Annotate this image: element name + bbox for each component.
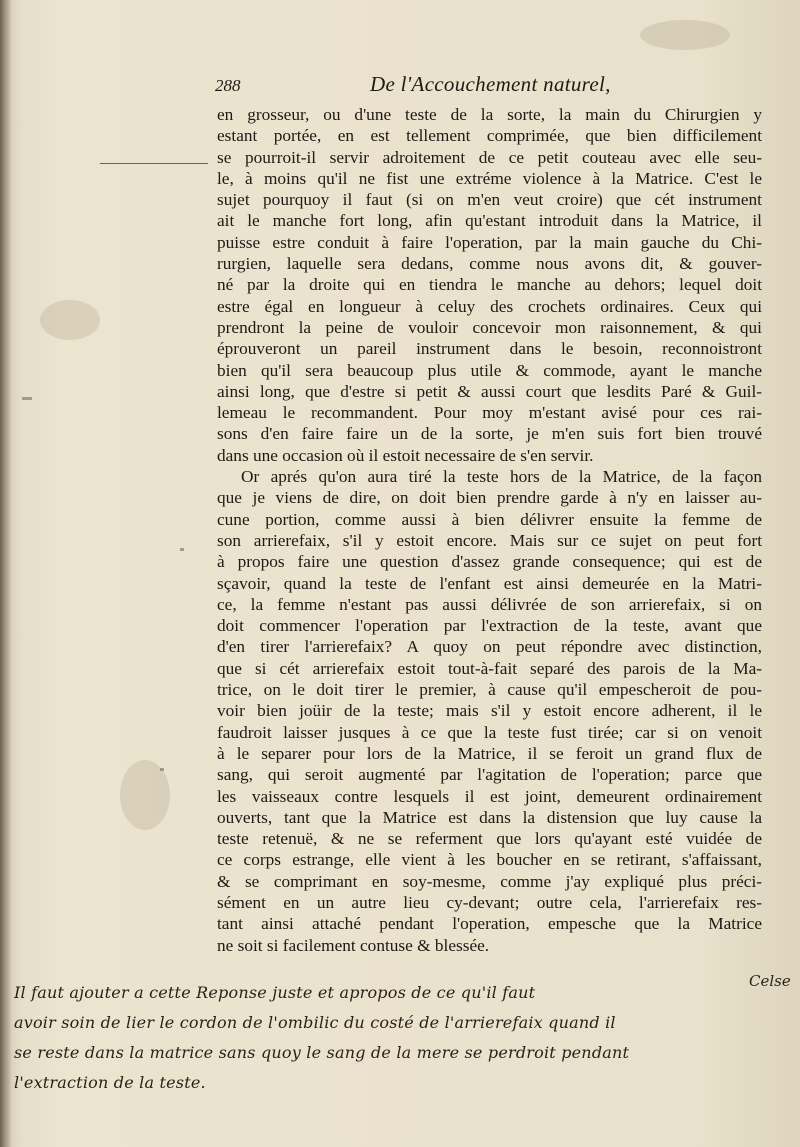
handwritten-note xyxy=(14,978,784,1098)
margin-mark xyxy=(22,397,32,400)
text-line: sons d'en faire faire un de la sorte, je m'en suis fort bien trouvé xyxy=(217,424,762,444)
text-line: ce, la femme n'estant pas aussi délivrée de son arrierefaix, si on xyxy=(217,594,762,614)
handwritten-line: se reste dans la matrice sans quoy le sang de la mere se perdroit pendant xyxy=(14,1043,630,1062)
handwritten-line: avoir soin de lier le cordon de l'ombilic du costé de l'arrierefaix quand il xyxy=(14,1013,616,1032)
text-line: son arrierefaix, s'il y estoit encore. Mais sur ce sujet on peut fort xyxy=(217,530,762,550)
text-line: prendront la peine de vouloir concevoir mon raisonnement, & qui xyxy=(217,317,762,337)
text-line: lemeau le recommandent. Pour moy m'estant avisé pour ces rai- xyxy=(217,403,762,423)
handwritten-line: Il faut ajouter a cette Reponse juste et apropos de ce qu'il faut xyxy=(14,983,536,1002)
text-line: les vaisseaux contre lesquels il est joint, demeurent ordinairement xyxy=(217,786,762,806)
text-line: teste retenuë, & ne se referment que lors qu'ayant esté vuidée de xyxy=(217,829,762,849)
text-line: ait le manche fort long, afin qu'estant introduit dans la Matrice, il xyxy=(217,211,762,231)
text-line: tant ainsi attaché pendant l'operation, empesche que la Matrice xyxy=(217,914,762,934)
text-line: doit commencer l'operation par l'extraction de la teste, avant que xyxy=(217,616,762,636)
text-line: rurgien, laquelle sera dedans, comme nous avons dit, & gouver- xyxy=(217,254,762,274)
text-line: voir bien joüir de la teste; mais s'il y estoit encore adherent, il le xyxy=(217,701,762,721)
page-number: 288 xyxy=(215,76,241,95)
text-line: sçavoir, quand la teste de l'enfant est ainsi demeurée en la Matri- xyxy=(217,573,762,593)
page-header xyxy=(215,72,775,100)
paper-stain xyxy=(640,20,730,50)
text-line: trice, on le doit tirer le premier, à cause qu'il empescheroit de pou- xyxy=(217,680,762,700)
paragraph-start-line: Or aprés qu'on aura tiré la teste hors de la Matrice, de la façon xyxy=(241,467,762,487)
text-line: en grosseur, ou d'une teste de la sorte, la main du Chirurgien y xyxy=(217,105,762,124)
text-line: se pourroit-il servir adroitement de ce petit couteau avec elle seu- xyxy=(217,147,762,167)
text-line: le, à moins qu'il ne fist une extréme violence à la Matrice. C'est le xyxy=(217,168,762,188)
text-line: estant portée, en est tellement comprimée, que bien difficilement xyxy=(217,126,762,146)
text-line: que si cét arrierefaix estoit tout-à-fait separé des parois de la Ma- xyxy=(217,658,762,678)
text-line: puisse estre conduit à faire l'operation, par la main gauche du Chi- xyxy=(217,232,762,252)
text-line: sujet pourquoy il faut (si on m'en veut croire) que cét instrument xyxy=(217,190,762,210)
text-line: ouverts, tant que la Matrice est dans la distension que luy cause la xyxy=(217,807,762,827)
text-line: d'en tirer l'arrierefaix? A quoy on peut répondre avec distinction, xyxy=(217,637,762,657)
gutter-shadow xyxy=(0,0,12,1147)
text-line: que je viens de dire, on doit bien prendre garde à n'y en laisser au- xyxy=(217,488,762,508)
text-line: sément en un autre lieu cy-devant; outre cela, l'arrierefaix res- xyxy=(217,892,762,912)
running-title: De l'Accouchement naturel, xyxy=(370,72,611,96)
text-line: ainsi long, que d'estre si petit & aussi court que lesdits Paré & Guil- xyxy=(217,381,762,401)
text-line: bien qu'il sera beaucoup plus utile & commode, ayant le manche xyxy=(217,360,762,380)
margin-mark xyxy=(160,768,164,771)
body-text xyxy=(217,104,762,956)
text-line: & se comprimant en soy-mesme, comme j'ay expliqué plus préci- xyxy=(217,871,762,891)
text-line: ce corps estrange, elle vient à les boucher en se retirant, s'affaissant, xyxy=(217,850,762,870)
text-line: estre égal en longueur à celuy des crochets ordinaires. Ceux qui xyxy=(217,296,762,316)
text-line: à le separer pour lors de la Matrice, il se feroit un grand flux de xyxy=(217,743,762,763)
text-line: faudroit laisser jusques à ce que la teste fust tirée; car si on venoit xyxy=(217,722,762,742)
text-line: éprouveront un pareil instrument dans le besoin, reconnoistront xyxy=(217,339,762,359)
text-line: à propos faire une question d'assez grande consequence; qui est de xyxy=(217,552,762,572)
margin-mark xyxy=(180,548,184,551)
text-line: dans une occasion où il estoit necessaire de s'en servir. xyxy=(217,445,594,465)
handwritten-margin-word: Celse xyxy=(749,972,791,990)
margin-rule xyxy=(100,163,208,164)
text-line: cune portion, comme aussi à bien délivrer ensuite la femme de xyxy=(217,509,762,529)
text-line: sang, qui seroit augmenté par l'agitation de l'operation; parce que xyxy=(217,765,762,785)
handwritten-line: l'extraction de la teste. xyxy=(14,1073,206,1092)
paper-stain xyxy=(40,300,100,340)
text-line: ne soit si facilement contuse & blessée. xyxy=(217,935,490,955)
text-line: né par la droite qui en tiendra le manche au dehors; lequel doit xyxy=(217,275,762,295)
